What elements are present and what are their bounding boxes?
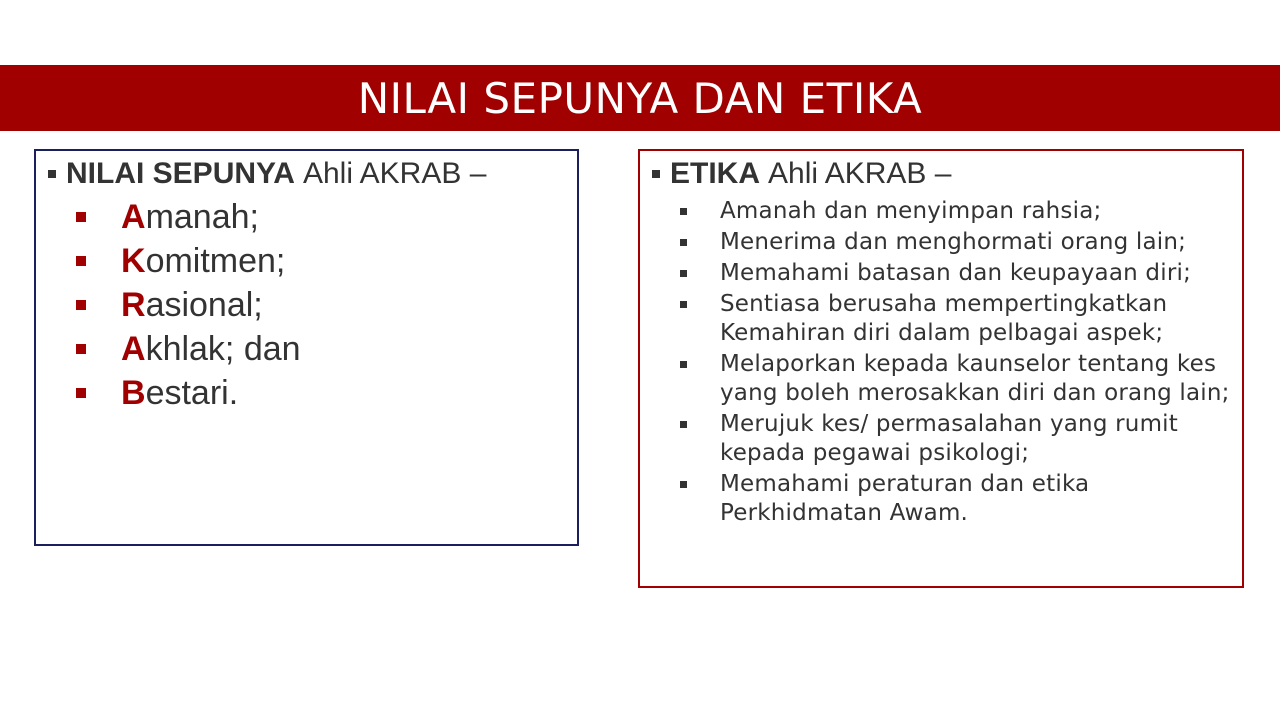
item-text: asional; (145, 285, 263, 324)
initial-letter: R (121, 285, 146, 324)
initial-letter: K (121, 241, 146, 280)
item-text: estari. (145, 373, 239, 412)
heading-rest: Ahli AKRAB – (768, 157, 952, 190)
heading-bold: NILAI SEPUNYA (66, 157, 295, 190)
heading-bold: ETIKA (670, 157, 760, 190)
initial-letter: A (121, 329, 146, 368)
square-bullet-icon (76, 256, 86, 266)
square-bullet-icon (76, 300, 86, 310)
list-item (76, 195, 301, 239)
title-bar (0, 65, 1280, 131)
akrab-list (76, 195, 301, 415)
list-item (76, 327, 301, 371)
nilai-sepunya-heading (48, 157, 486, 191)
item-text: omitmen; (145, 241, 286, 280)
list-item (76, 371, 301, 415)
square-bullet-icon (680, 208, 687, 215)
list-item (76, 239, 301, 283)
item-text: manah; (145, 197, 259, 236)
list-item (676, 290, 1236, 348)
etika-heading (652, 157, 951, 191)
list-item (676, 470, 1236, 528)
item-text: khlak; dan (145, 329, 301, 368)
square-bullet-icon (680, 270, 687, 277)
square-bullet-icon (76, 388, 86, 398)
list-item (676, 350, 1236, 408)
list-item (676, 259, 1236, 288)
square-bullet-icon (48, 170, 56, 178)
nilai-sepunya-box (34, 149, 579, 546)
item-text: Sentiasa berusaha mempertingkatkan Kemahiran diri dalam pelbagai aspek; (720, 291, 1168, 346)
item-text: Merujuk kes/ permasalahan yang rumit kepada pegawai psikologi; (720, 411, 1178, 466)
square-bullet-icon (680, 361, 687, 368)
item-text: Menerima dan menghormati orang lain; (720, 229, 1187, 255)
etika-list (676, 197, 1236, 530)
slide-title: NILAI SEPUNYA DAN ETIKA (357, 73, 923, 123)
initial-letter: B (121, 373, 146, 412)
square-bullet-icon (76, 212, 86, 222)
square-bullet-icon (680, 481, 687, 488)
item-text: Memahami peraturan dan etika Perkhidmatan Awam. (720, 471, 1090, 526)
etika-box (638, 149, 1244, 588)
list-item (676, 197, 1236, 226)
square-bullet-icon (680, 421, 687, 428)
square-bullet-icon (652, 170, 660, 178)
square-bullet-icon (76, 344, 86, 354)
item-text: Memahami batasan dan keupayaan diri; (720, 260, 1192, 286)
list-item (76, 283, 301, 327)
list-item (676, 410, 1236, 468)
item-text: Melaporkan kepada kaunselor tentang kes yang boleh merosakkan diri dan orang lain; (720, 351, 1230, 406)
list-item (676, 228, 1236, 257)
initial-letter: A (121, 197, 146, 236)
heading-rest: Ahli AKRAB – (302, 157, 487, 190)
square-bullet-icon (680, 239, 687, 246)
item-text: Amanah dan menyimpan rahsia; (720, 198, 1102, 224)
square-bullet-icon (680, 301, 687, 308)
